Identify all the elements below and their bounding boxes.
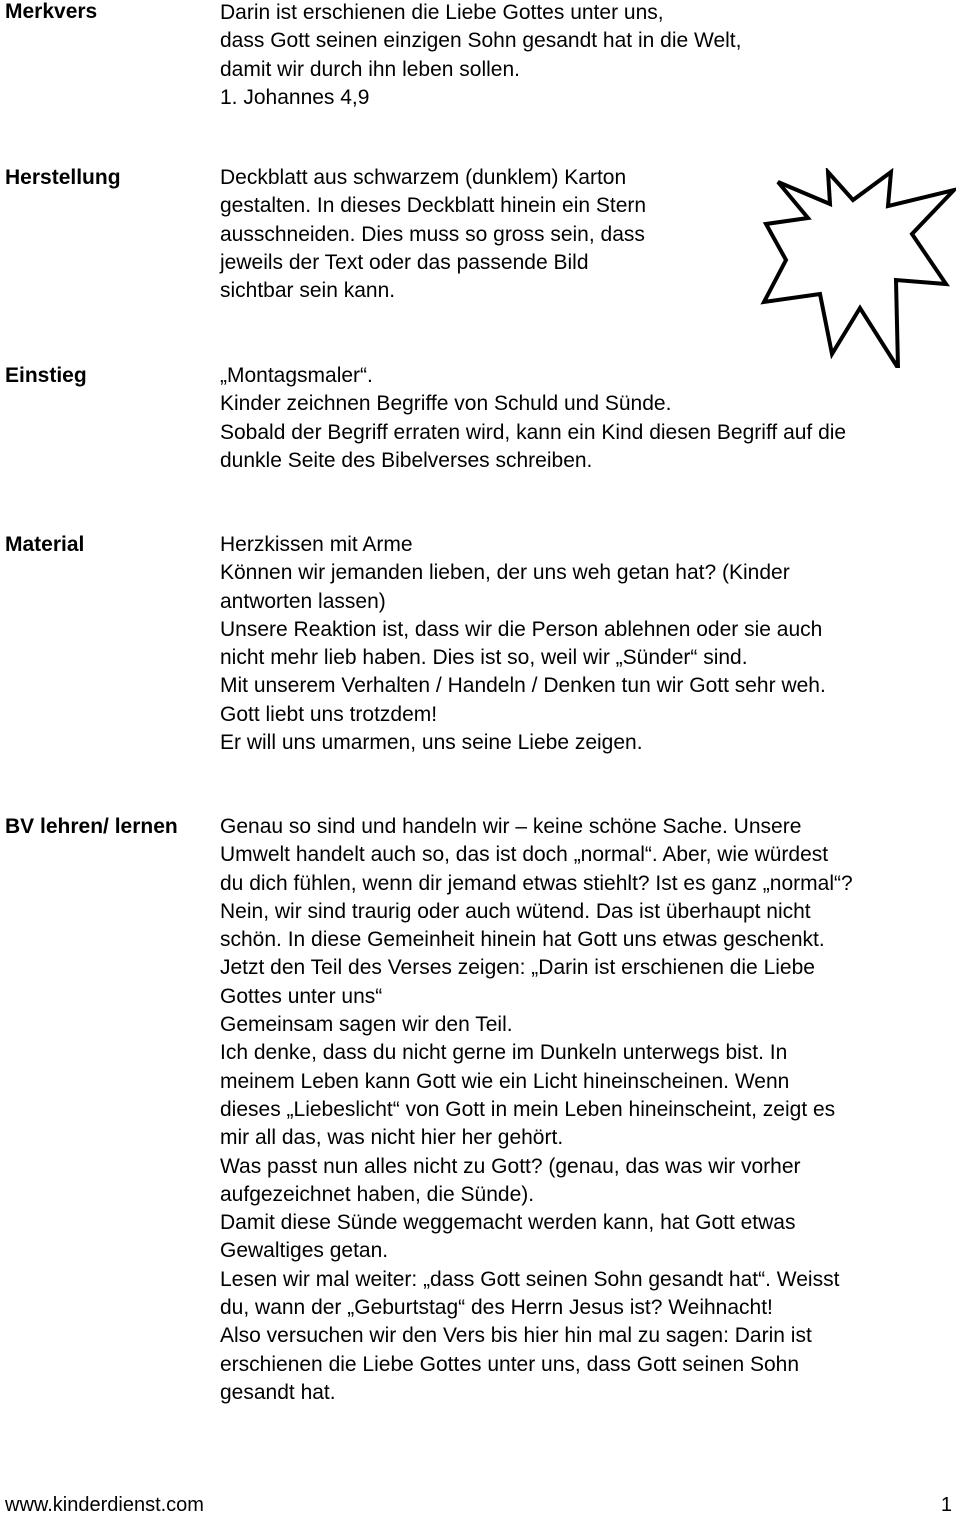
- text-line: du, wann der „Geburtstag“ des Herrn Jesus ist? Weihnacht!: [220, 1296, 773, 1320]
- section-label-merkvers: Merkvers: [5, 0, 98, 23]
- text-line: Gemeinsam sagen wir den Teil.: [220, 1013, 513, 1037]
- text-line: dass Gott seinen einzigen Sohn gesandt hat in die Welt,: [220, 29, 742, 53]
- text-line: ausschneiden. Dies muss so gross sein, dass: [220, 222, 645, 246]
- text-line: dieses „Liebeslicht“ von Gott in mein Leben hineinscheint, zeigt es: [220, 1097, 836, 1121]
- text-line: Können wir jemanden lieben, der uns weh getan hat? (Kinder: [220, 561, 790, 585]
- text-line: Sobald der Begriff erraten wird, kann ein Kind diesen Begriff auf die: [220, 420, 847, 444]
- text-line: Deckblatt aus schwarzem (dunklem) Karton: [220, 166, 627, 189]
- text-line: Nein, wir sind traurig oder auch wütend. Das ist überhaupt nicht: [220, 899, 811, 923]
- text-line: Gott liebt uns trotzdem!: [220, 702, 438, 726]
- text-line: nicht mehr lieb haben. Dies ist so, weil wir „Sünder“ sind.: [220, 646, 748, 670]
- text-line: schön. In diese Gemeinheit hinein hat Gott uns etwas geschenkt.: [220, 928, 825, 952]
- text-line: Umwelt handelt auch so, das ist doch „normal“. Aber, wie würdest: [220, 843, 829, 867]
- section-text-einstieg: [220, 362, 846, 475]
- text-line: aufgezeichnet haben, die Sünde).: [220, 1182, 535, 1206]
- text-line: erschienen die Liebe Gottes unter uns, dass Gott seinen Sohn: [220, 1352, 800, 1376]
- text-line: Damit diese Sünde weggemacht werden kann, hat Gott etwas: [220, 1211, 796, 1235]
- text-line: Er will uns umarmen, uns seine Liebe zeigen.: [220, 731, 643, 755]
- text-line: „Montagsmaler“.: [220, 364, 373, 387]
- text-line: Herzkissen mit Arme: [220, 533, 413, 556]
- text-line: 1. Johannes 4,9: [220, 85, 370, 109]
- text-line: Ich denke, dass du nicht gerne im Dunkeln unterwegs bist. In: [220, 1041, 788, 1065]
- section-text-merkvers: [220, 0, 741, 112]
- footer-website: www.kinderdienst.com: [5, 1494, 204, 1516]
- star-outline-icon: [758, 168, 956, 368]
- text-line: Kinder zeichnen Begriffe von Schuld und Sünde.: [220, 392, 672, 416]
- text-line: Mit unserem Verhalten / Handeln / Denken tun wir Gott sehr weh.: [220, 674, 826, 698]
- text-line: Gewaltiges getan.: [220, 1239, 389, 1263]
- text-line: Was passt nun alles nicht zu Gott? (genau, das was wir vorher: [220, 1154, 801, 1178]
- section-text-material: [220, 531, 826, 757]
- text-line: gesandt hat.: [220, 1380, 336, 1404]
- text-line: Also versuchen wir den Vers bis hier hin mal zu sagen: Darin ist: [220, 1324, 812, 1348]
- text-line: Darin ist erschienen die Liebe Gottes unter uns,: [220, 1, 664, 24]
- text-line: Genau so sind und handeln wir – keine schöne Sache. Unsere: [220, 815, 802, 838]
- page-number: 1: [940, 1494, 952, 1516]
- text-line: dunkle Seite des Bibelverses schreiben.: [220, 448, 593, 472]
- text-line: jeweils der Text oder das passende Bild: [220, 250, 589, 274]
- text-line: Gottes unter uns“: [220, 984, 383, 1008]
- section-text-herstellung: [220, 164, 646, 305]
- text-line: sichtbar sein kann.: [220, 279, 396, 303]
- text-line: meinem Leben kann Gott wie ein Licht hineinscheinen. Wenn: [220, 1069, 790, 1093]
- text-line: Unsere Reaktion ist, dass wir die Person ablehnen oder sie auch: [220, 617, 823, 641]
- section-label-herstellung: Herstellung: [5, 166, 121, 189]
- text-line: Jetzt den Teil des Verses zeigen: „Darin ist erschienen die Liebe: [220, 956, 815, 980]
- text-line: Lesen wir mal weiter: „dass Gott seinen Sohn gesandt hat“. Weisst: [220, 1267, 840, 1291]
- section-label-material: Material: [5, 533, 85, 556]
- section-label-bv: BV lehren/ lernen: [5, 815, 178, 838]
- text-line: gestalten. In dieses Deckblatt hinein ein Stern: [220, 194, 647, 218]
- section-label-einstieg: Einstieg: [5, 364, 87, 387]
- text-line: antworten lassen): [220, 589, 386, 613]
- text-line: mir all das, was nicht hier her gehört.: [220, 1126, 564, 1150]
- text-line: du dich fühlen, wenn dir jemand etwas stiehlt? Ist es ganz „normal“?: [220, 871, 853, 895]
- section-text-bv: [220, 813, 853, 1407]
- text-line: damit wir durch ihn leben sollen.: [220, 57, 520, 81]
